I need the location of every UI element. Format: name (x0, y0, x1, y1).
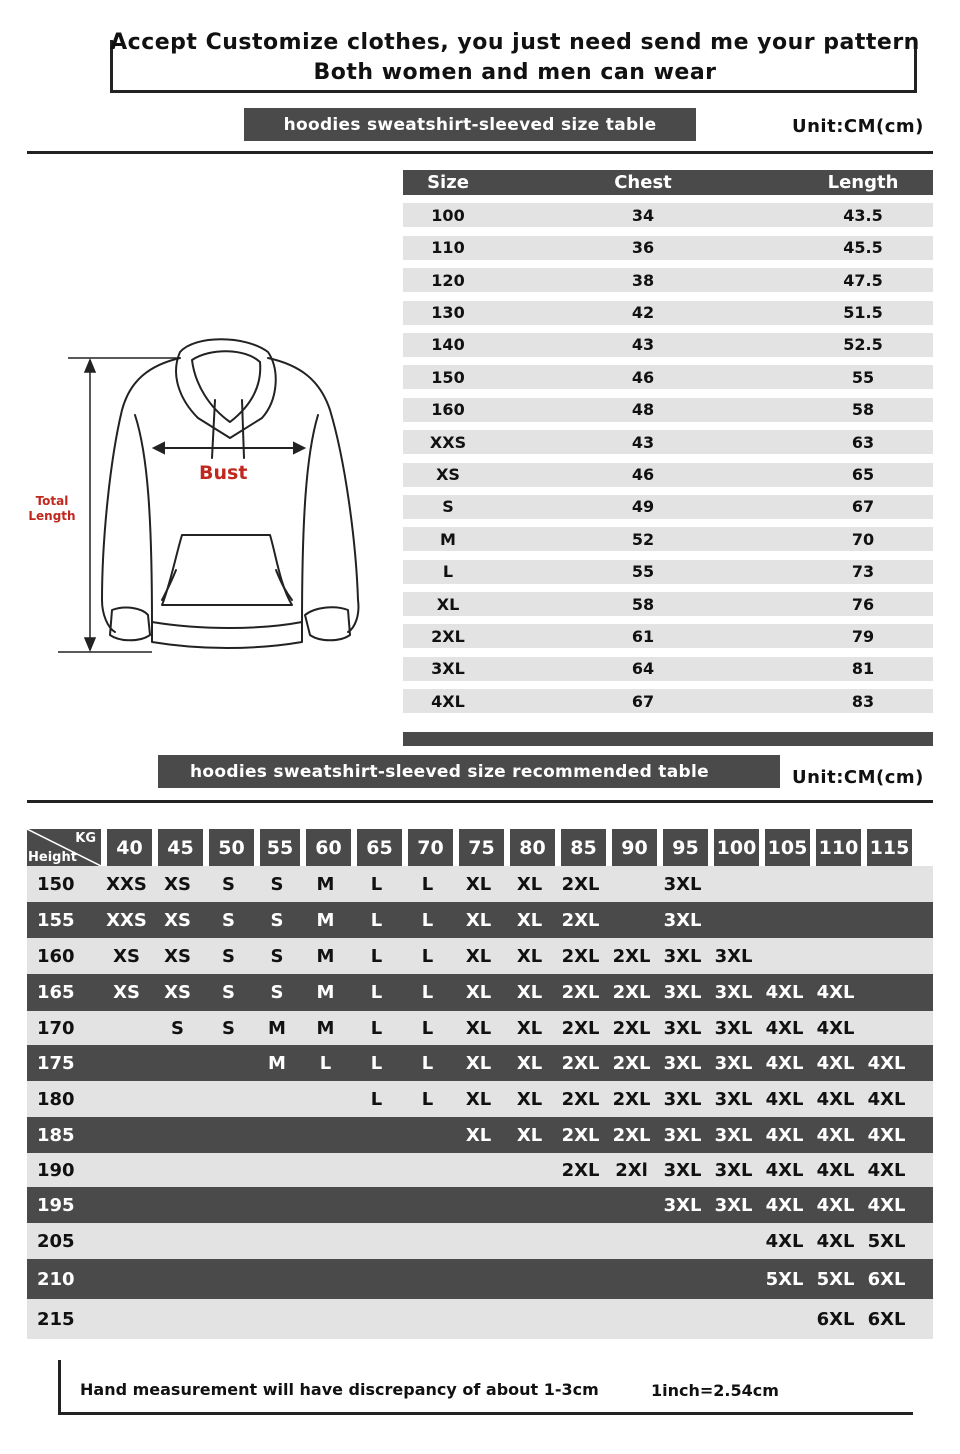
size-recommendation-cell: 4XL (816, 1088, 855, 1110)
height-row (27, 1153, 933, 1187)
size-recommendation-cell: 4XL (867, 1124, 906, 1146)
size-recommendation-cell: M (316, 909, 335, 931)
size-recommendation-cell: 4XL (765, 1230, 804, 1252)
size-recommendation-cell: XL (516, 1124, 543, 1146)
size-row (403, 301, 933, 325)
weight-header-cell: 40 (107, 829, 152, 866)
size-recommendation-cell: 4XL (816, 1017, 855, 1039)
size-cell: 120 (431, 270, 465, 290)
length-cell: 51.5 (843, 303, 883, 323)
size-recommendation-cell: XS (164, 909, 191, 931)
rec-table-unit: Unit:CM(cm) (792, 767, 924, 788)
height-cell: 180 (37, 1088, 75, 1110)
weight-header-cell: 100 (714, 829, 759, 866)
size-recommendation-cell: XL (465, 873, 492, 895)
length-cell: 55 (851, 367, 875, 387)
size-recommendation-cell: XL (516, 1088, 543, 1110)
size-recommendation-cell: 4XL (816, 1124, 855, 1146)
size-recommendation-cell: 5XL (816, 1268, 855, 1290)
size-recommendation-cell: L (370, 873, 383, 895)
rec-table-banner (158, 755, 780, 788)
rec-table-body (27, 866, 933, 1339)
size-recommendation-cell: 4XL (765, 1052, 804, 1074)
weight-header-cell: 60 (306, 829, 351, 866)
size-row (403, 236, 933, 260)
height-cell: 190 (37, 1159, 75, 1181)
size-recommendation-cell: XS (113, 945, 140, 967)
size-table-banner (244, 108, 696, 141)
size-recommendation-cell: 3XL (663, 909, 702, 931)
size-recommendation-cell: 3XL (663, 873, 702, 895)
size-recommendation-cell: XS (164, 982, 191, 1003)
size-recommendation-cell: 4XL (816, 1230, 855, 1252)
size-recommendation-cell: 2XL (561, 1052, 600, 1074)
total-length-label (26, 494, 78, 524)
height-row (27, 1259, 933, 1299)
size-recommendation-cell: 3XL (663, 982, 702, 1003)
size-recommendation-cell: S (171, 1017, 184, 1039)
height-cell: 165 (37, 982, 75, 1003)
chest-cell: 46 (631, 465, 655, 485)
header-line-2: Both women and men can wear (313, 60, 717, 85)
table-corner (27, 829, 101, 866)
height-row (27, 938, 933, 974)
size-recommendation-cell: S (222, 945, 235, 967)
length-cell: 79 (851, 626, 875, 646)
length-cell: 70 (851, 529, 875, 549)
size-recommendation-cell: 2XL (612, 1088, 651, 1110)
size-cell: XL (436, 594, 460, 614)
size-recommendation-cell: XS (164, 873, 191, 895)
size-recommendation-cell: S (270, 982, 284, 1003)
length-cell: 81 (851, 659, 875, 679)
size-cell: 2XL (431, 626, 465, 646)
height-row (27, 1187, 933, 1223)
size-recommendation-cell: L (370, 945, 383, 967)
size-recommendation-cell: S (222, 982, 235, 1003)
size-row (403, 560, 933, 584)
rec-table-rule (27, 800, 933, 803)
size-row (403, 398, 933, 422)
size-recommendation-cell: M (268, 1017, 286, 1039)
size-cell: 160 (431, 400, 465, 420)
weight-header-cell: 65 (357, 829, 402, 866)
hoodie-diagram (30, 330, 380, 660)
size-recommendation-cell: 4XL (816, 1194, 855, 1216)
size-row (403, 333, 933, 357)
size-recommendation-cell: 4XL (867, 1159, 906, 1181)
size-recommendation-cell: 3XL (663, 945, 702, 967)
length-cell: 52.5 (843, 335, 883, 355)
size-recommendation-cell: 5XL (867, 1230, 906, 1252)
rec-table-banner-text: hoodies sweatshirt-sleeved size recommended table (190, 761, 709, 782)
height-row (27, 1081, 933, 1117)
size-cell: M (440, 529, 456, 549)
size-row (403, 203, 933, 227)
size-recommendation-cell: M (316, 982, 335, 1003)
size-recommendation-cell: L (319, 1052, 332, 1074)
size-row (403, 527, 933, 551)
chest-cell: 67 (631, 691, 655, 711)
size-recommendation-cell: M (268, 1052, 286, 1074)
length-cell: 47.5 (843, 270, 883, 290)
chest-cell: 43 (631, 432, 655, 452)
size-recommendation-cell: XS (164, 945, 191, 967)
height-row (27, 866, 933, 902)
chest-cell: 38 (631, 270, 655, 290)
size-cell: S (442, 497, 454, 517)
size-recommendation-cell: 3XL (714, 1088, 753, 1110)
size-cell: 150 (431, 367, 465, 387)
size-recommendation-cell: XL (516, 909, 543, 931)
chest-cell: 36 (631, 238, 655, 258)
total-label-line-2: Length (28, 509, 76, 523)
height-cell: 160 (37, 945, 75, 967)
height-row (27, 1045, 933, 1081)
size-recommendation-cell: XL (516, 982, 543, 1003)
size-cell: XXS (429, 432, 467, 452)
size-table (403, 170, 933, 713)
size-recommendation-cell: 3XL (714, 945, 753, 967)
col-chest: Chest (614, 172, 672, 193)
height-cell: 150 (37, 873, 75, 895)
size-row (403, 657, 933, 681)
size-recommendation-cell: XL (465, 982, 492, 1003)
weight-header-cell: 80 (510, 829, 555, 866)
corner-height-label: Height (28, 850, 77, 865)
size-recommendation-cell: 3XL (714, 982, 753, 1003)
size-recommendation-cell: L (421, 982, 434, 1003)
weight-header-cell: 50 (209, 829, 254, 866)
col-length: Length (827, 172, 899, 193)
size-recommendation-cell: XL (516, 1017, 543, 1039)
height-cell: 195 (37, 1194, 75, 1216)
size-recommendation-cell: 6XL (816, 1308, 855, 1330)
size-recommendation-cell: XL (465, 1088, 492, 1110)
size-recommendation-cell: XXS (106, 909, 147, 931)
weight-header-cell: 115 (867, 829, 912, 866)
size-cell: 140 (431, 335, 465, 355)
weight-header-cell: 95 (663, 829, 708, 866)
rec-table-header (27, 829, 933, 866)
weight-header-cell: 55 (260, 829, 300, 866)
size-recommendation-cell: 3XL (714, 1194, 753, 1216)
size-row (403, 430, 933, 454)
size-recommendation-cell: 4XL (765, 1088, 804, 1110)
height-cell: 185 (37, 1124, 75, 1146)
length-cell: 83 (851, 691, 875, 711)
size-recommendation-cell: 3XL (663, 1194, 702, 1216)
size-recommendation-cell: XL (465, 1017, 492, 1039)
size-recommendation-cell: 2XL (561, 1124, 600, 1146)
weight-header-cell: 45 (158, 829, 203, 866)
weight-header-cell: 85 (561, 829, 606, 866)
size-cell: 130 (431, 303, 465, 323)
height-row (27, 1011, 933, 1045)
length-cell: 45.5 (843, 238, 883, 258)
size-table-banner-text: hoodies sweatshirt-sleeved size table (283, 114, 657, 135)
size-recommendation-cell: XL (465, 1124, 492, 1146)
size-recommendation-cell: L (421, 1088, 434, 1110)
size-recommendation-cell: 4XL (867, 1194, 906, 1216)
weight-header-cell: 105 (765, 829, 810, 866)
size-table-header (403, 170, 933, 195)
size-recommendation-cell: L (421, 909, 434, 931)
size-recommendation-cell: S (222, 909, 235, 931)
weight-header-cell: 75 (459, 829, 504, 866)
size-recommendation-cell: 3XL (714, 1052, 753, 1074)
height-row (27, 902, 933, 938)
size-recommendation-cell: 3XL (663, 1159, 702, 1181)
size-recommendation-cell: 2XL (561, 873, 600, 895)
size-recommendation-cell: L (370, 1052, 383, 1074)
size-row (403, 624, 933, 648)
size-recommendation-cell: M (316, 1017, 335, 1039)
col-size: Size (427, 172, 469, 193)
chest-cell: 42 (631, 303, 655, 323)
inch-conversion: 1inch=2.54cm (651, 1381, 779, 1400)
header-line-1: Accept Customize clothes, you just need send me your pattern (110, 30, 920, 55)
height-cell: 215 (37, 1308, 75, 1330)
size-recommendation-cell: 3XL (663, 1052, 702, 1074)
recommended-table (27, 829, 933, 1339)
length-cell: 67 (851, 497, 875, 517)
size-recommendation-cell: 4XL (765, 1159, 804, 1181)
size-recommendation-cell: 6XL (867, 1268, 906, 1290)
size-recommendation-cell: S (270, 873, 284, 895)
height-cell: 175 (37, 1052, 75, 1074)
size-table-unit: Unit:CM(cm) (792, 116, 924, 137)
size-recommendation-cell: XL (465, 1052, 492, 1074)
size-cell: 100 (431, 205, 465, 225)
size-recommendation-cell: XS (113, 982, 140, 1003)
size-recommendation-cell: 3XL (663, 1017, 702, 1039)
size-recommendation-cell: XL (516, 945, 543, 967)
size-recommendation-cell: L (370, 1088, 383, 1110)
size-recommendation-cell: 4XL (816, 1159, 855, 1181)
size-table-bottom-bar (403, 732, 933, 746)
size-recommendation-cell: 2XL (561, 1088, 600, 1110)
size-row (403, 365, 933, 389)
size-recommendation-cell: 2Xl (615, 1159, 648, 1181)
length-cell: 73 (851, 562, 875, 582)
size-recommendation-cell: 3XL (714, 1017, 753, 1039)
height-row (27, 1223, 933, 1259)
chest-cell: 61 (631, 626, 655, 646)
size-recommendation-cell: 4XL (765, 1017, 804, 1039)
bust-label: Bust (199, 462, 248, 484)
size-recommendation-cell: S (222, 873, 235, 895)
size-recommendation-cell: XL (516, 873, 543, 895)
size-recommendation-cell: 3XL (663, 1088, 702, 1110)
size-recommendation-cell: M (316, 945, 335, 967)
total-label-line-1: Total (35, 494, 69, 508)
weight-header-cell: 70 (408, 829, 453, 866)
size-recommendation-cell: 3XL (714, 1124, 753, 1146)
size-recommendation-cell: XL (465, 909, 492, 931)
size-recommendation-cell: 2XL (561, 909, 600, 931)
size-cell: L (442, 562, 454, 582)
length-cell: 76 (851, 594, 875, 614)
size-recommendation-cell: 6XL (867, 1308, 906, 1330)
size-row (403, 463, 933, 487)
chest-cell: 49 (631, 497, 655, 517)
chest-cell: 52 (631, 529, 655, 549)
size-recommendation-cell: 3XL (714, 1159, 753, 1181)
size-recommendation-cell: 2XL (561, 1159, 600, 1181)
size-recommendation-cell: L (421, 1017, 434, 1039)
size-recommendation-cell: 2XL (612, 1052, 651, 1074)
height-row (27, 1117, 933, 1153)
height-cell: 210 (37, 1268, 75, 1290)
size-recommendation-cell: 4XL (765, 982, 804, 1003)
size-recommendation-cell: 2XL (561, 945, 600, 967)
size-recommendation-cell: L (421, 1052, 434, 1074)
corner-kg-label: KG (75, 831, 96, 846)
size-recommendation-cell: L (370, 1017, 383, 1039)
size-recommendation-cell: L (370, 982, 383, 1003)
size-recommendation-cell: 4XL (765, 1194, 804, 1216)
weight-header-cell: 110 (816, 829, 861, 866)
size-row (403, 495, 933, 519)
size-recommendation-cell: 2XL (561, 982, 600, 1003)
size-recommendation-cell: L (421, 945, 434, 967)
height-row (27, 974, 933, 1011)
height-cell: 205 (37, 1230, 75, 1252)
size-cell: XS (436, 465, 460, 485)
length-cell: 63 (851, 432, 875, 452)
size-cell: 3XL (431, 659, 465, 679)
size-recommendation-cell: 4XL (765, 1124, 804, 1146)
chest-cell: 46 (631, 367, 655, 387)
chest-cell: 34 (631, 205, 655, 225)
weight-header-cell: 90 (612, 829, 657, 866)
size-recommendation-cell: 2XL (612, 982, 651, 1003)
size-recommendation-cell: S (270, 909, 284, 931)
length-cell: 65 (851, 465, 875, 485)
chest-cell: 48 (631, 400, 655, 420)
size-recommendation-cell: XL (465, 945, 492, 967)
size-recommendation-cell: XL (516, 1052, 543, 1074)
size-recommendation-cell: 2XL (612, 1017, 651, 1039)
chest-cell: 55 (631, 562, 655, 582)
size-recommendation-cell: 4XL (867, 1088, 906, 1110)
height-row (27, 1299, 933, 1339)
size-recommendation-cell: 4XL (816, 982, 855, 1003)
chest-cell: 64 (631, 659, 655, 679)
chest-cell: 58 (631, 594, 655, 614)
size-recommendation-cell: 2XL (612, 945, 651, 967)
chest-cell: 43 (631, 335, 655, 355)
size-recommendation-cell: L (370, 909, 383, 931)
size-recommendation-cell: L (421, 873, 434, 895)
size-row (403, 689, 933, 713)
size-recommendation-cell: M (316, 873, 335, 895)
size-recommendation-cell: S (222, 1017, 235, 1039)
size-table-rule (27, 151, 933, 154)
size-row (403, 268, 933, 292)
size-table-body (403, 203, 933, 713)
size-recommendation-cell: 2XL (612, 1124, 651, 1146)
size-cell: 110 (431, 238, 465, 258)
size-recommendation-cell: XXS (106, 873, 147, 895)
size-recommendation-cell: 4XL (816, 1052, 855, 1074)
size-recommendation-cell: 2XL (561, 1017, 600, 1039)
size-recommendation-cell: 4XL (867, 1052, 906, 1074)
length-cell: 43.5 (843, 205, 883, 225)
size-recommendation-cell: 3XL (663, 1124, 702, 1146)
size-cell: 4XL (431, 691, 465, 711)
size-recommendation-cell: S (270, 945, 284, 967)
measurement-note: Hand measurement will have discrepancy of about 1-3cm (80, 1380, 599, 1399)
height-cell: 170 (37, 1017, 75, 1039)
size-row (403, 592, 933, 616)
height-cell: 155 (37, 909, 75, 931)
size-recommendation-cell: 5XL (765, 1268, 804, 1290)
length-cell: 58 (851, 400, 875, 420)
